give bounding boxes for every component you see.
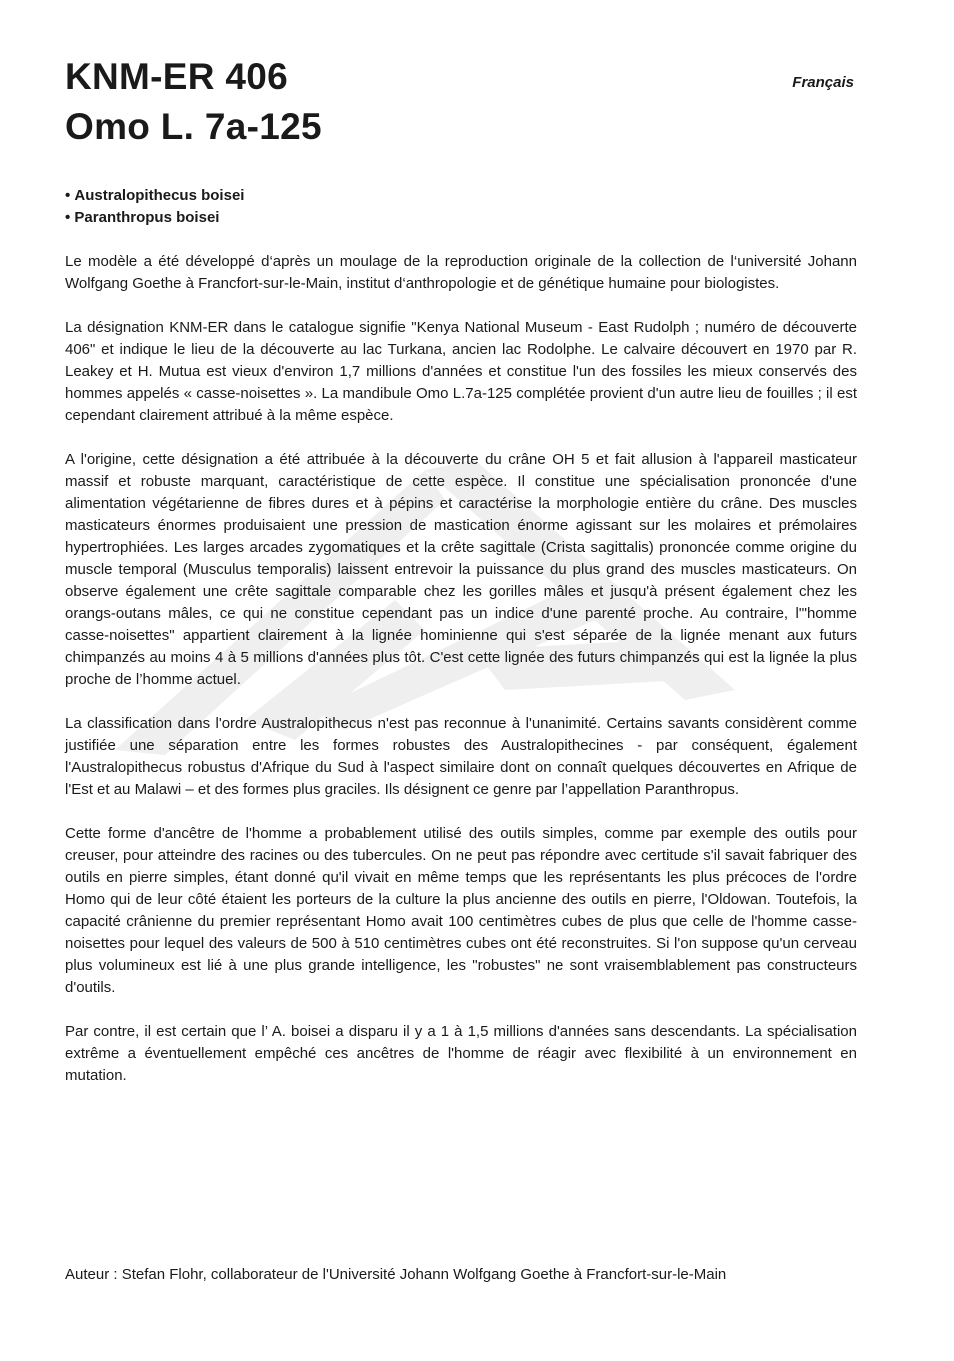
species-item: • Australopithecus boisei <box>65 185 857 207</box>
paragraph-classification: La classification dans l'ordre Australopithecus n'est pas reconnue à l'unanimité. Certains savants considèrent comme justifiée une séparation entre les formes robustes des Australopithecines - par conséquent, également l'Australopithecus robustus d'Afrique du Sud à l'aspect similaire dont on connaît quelques découvertes en Afrique de l'Est et au Malawi – et des formes plus graciles. Ils désignent ce genre par l’appellation Paranthropus. <box>65 715 857 798</box>
main-content <box>65 185 857 1109</box>
species-item: • Paranthropus boisei <box>65 207 857 229</box>
page-title <box>65 52 322 152</box>
paragraph-tools: Cette forme d'ancêtre de l'homme a probablement utilisé des outils simples, comme par exemple des outils pour creuser, pour atteindre des racines ou des tubercules. On ne peut pas répondre avec certitude s'il savait fabriquer des outils en pierre simples, étant donné qu'il vivait en même temps que les représentants les plus précoces de l'ordre Homo qui de leur côté étaient les porteurs de la culture la plus ancienne des outils en pierre, l'Oldowan. Toutefois, la capacité crânienne du premier représentant Homo avait 100 centimètres cubes de plus que celle de l'homme casse-noisettes pour lequel des valeurs de 500 à 510 centimètres cubes ont été reconstruites. Si l'on suppose qu'un cerveau plus volumineux est lié à une plus grande intelligence, les "robustes" ne sont vraisemblablement pas constructeurs d'outils. <box>65 825 857 996</box>
paragraph-designation: La désignation KNM-ER dans le catalogue signifie "Kenya National Museum - East Rudolph ; numéro de découverte 406" et indique le lieu de la découverte au lac Turkana, ancien lac Rodolphe. Le calvaire découvert en 1970 par R. Leakey et H. Mutua est vieux d'environ 1,7 millions d'années et constitue l'un des fossiles les mieux conservés des hommes appelés « casse-noisettes ». La mandibule Omo L.7a-125 complétée provient d'un autre lieu de fouilles ; il est cependant clairement attribué à la même espèce. <box>65 319 857 424</box>
title-line-mandible: Omo L. 7a-125 <box>65 106 322 147</box>
title-line-specimen: KNM-ER 406 <box>65 56 288 97</box>
species-list <box>65 185 857 229</box>
author-credit: Auteur : Stefan Flohr, collaborateur de l'Université Johann Wolfgang Goethe à Francfort-sur-le-Main <box>65 1266 727 1283</box>
paragraph-masticatory-apparatus: A l'origine, cette désignation a été attribuée à la découverte du crâne OH 5 et fait allusion à l'appareil masticateur massif et robuste marquant, caractéristique de cette espèce. Il constitue une spécialisation prononcée d'une alimentation végétarienne de fibres dures et à pépins et caractérise la morphologie entière du crâne. Des muscles masticateurs énormes produisaient une pression de mastication énorme agissant sur les molaires et prémolaires hypertrophiées. Les larges arcades zygomatiques et la crête sagittale (Crista sagittalis) prononcée comme origine du muscle temporal (Musculus temporalis) laissent entrevoir la puissance du plus grand des muscles masticateurs. On observe également une crête sagittale comparable chez les gorilles mâles et jusqu'à présent également chez les orangs-outans mâles, ce qui ne constitue cependant pas un indice d'une parenté proche. Au contraire, l'"homme casse-noisettes" appartient clairement à la lignée hominienne qui s'est séparée de la lignée menant aux futurs chimpanzés au moins 4 à 5 millions d'années plus tôt. C'est cette lignée des futurs chimpanzés qui est la lignée la plus proche de l’homme actuel. <box>65 451 857 688</box>
language-label: Français <box>792 74 854 91</box>
paragraph-model-origin: Le modèle a été développé d‘après un moulage de la reproduction originale de la collection de l‘université Johann Wolfgang Goethe à Francfort-sur-le-Main, institut d‘anthropologie et de génétique humaine pour biologistes. <box>65 253 857 292</box>
paragraph-extinction: Par contre, il est certain que l’ A. boisei a disparu il y a 1 à 1,5 millions d'années sans descendants. La spécialisation extrême a éventuellement empêché ces ancêtres de l'homme de réagir avec flexibilité à un environnement en mutation. <box>65 1023 857 1084</box>
